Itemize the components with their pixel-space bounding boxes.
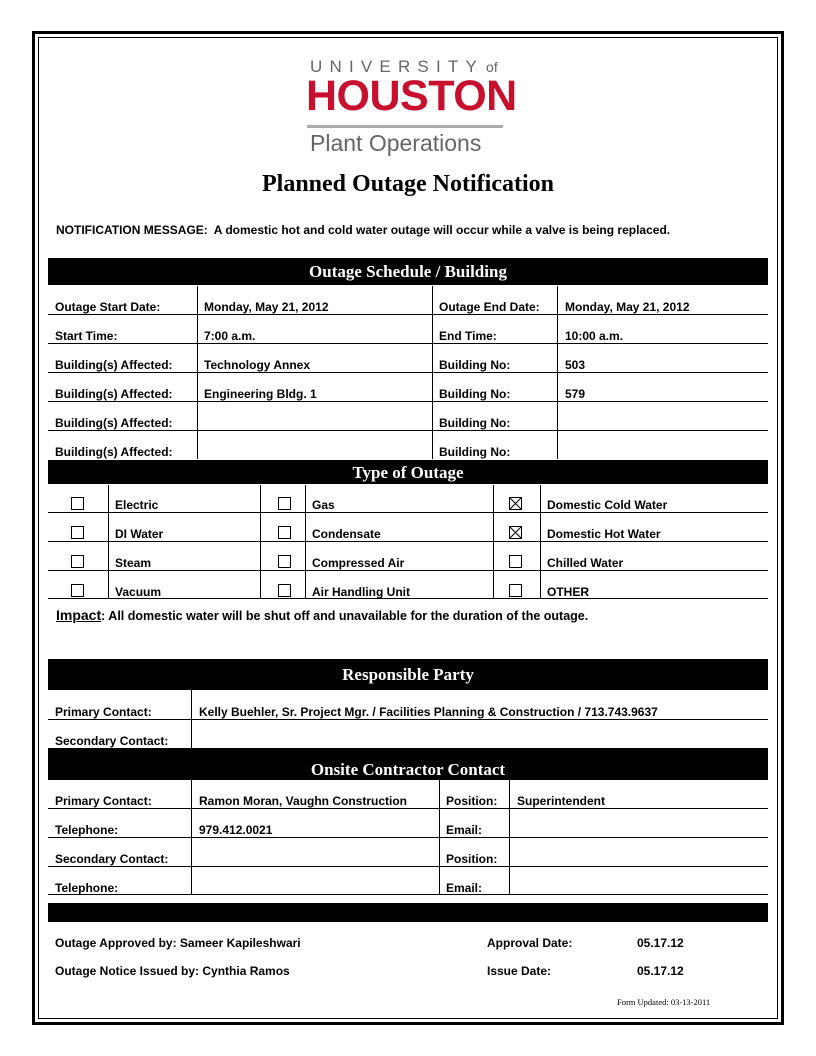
divider: [260, 485, 261, 598]
building-no-label: Building No:: [439, 387, 511, 401]
divider: [493, 485, 494, 598]
building-no-label: Building No:: [439, 445, 511, 459]
contractor-secondary-contact-label: Secondary Contact:: [55, 852, 169, 866]
outage-start-date-label: Outage Start Date:: [55, 300, 161, 314]
building-affected-label: Building(s) Affected:: [55, 416, 173, 430]
contractor-position2-label: Position:: [446, 852, 498, 866]
electric-label: Electric: [115, 498, 159, 512]
responsible-primary-contact-label: Primary Contact:: [55, 705, 152, 719]
divider: [48, 541, 768, 542]
vacuum-label: Vacuum: [115, 585, 162, 599]
divider: [48, 372, 768, 373]
di-water-checkbox[interactable]: [71, 526, 84, 539]
approval-section-bar: [48, 903, 768, 922]
divider: [48, 314, 768, 315]
notification-text: A domestic hot and cold water outage will occur while a valve is being replaced.: [213, 223, 671, 237]
logo-divider: [307, 125, 503, 128]
divider: [48, 343, 768, 344]
chilled-water-checkbox[interactable]: [509, 555, 522, 568]
checkbox-x-mark-icon: [510, 527, 521, 538]
section-header-type-of-outage: Type of Outage: [48, 460, 768, 484]
building-affected-value: Engineering Bldg. 1: [204, 387, 317, 401]
building-no-value: 579: [565, 387, 586, 401]
logo-university-word: UNIVERSITY: [310, 57, 485, 76]
divider: [197, 286, 198, 459]
approval-date-label: Approval Date:: [487, 936, 573, 950]
domestic-hot-water-checkbox[interactable]: [509, 526, 522, 539]
contractor-email2-label: Email:: [446, 881, 483, 895]
divider: [48, 894, 768, 895]
divider: [540, 485, 541, 598]
checkbox-x-mark-icon: [510, 498, 521, 509]
other-label: OTHER: [547, 585, 589, 599]
domestic-cold-water-checkbox[interactable]: [509, 497, 522, 510]
impact-text: : All domestic water will be shut off and unavailable for the duration of the outage.: [101, 609, 589, 623]
divider: [48, 401, 768, 402]
section-header-onsite-contractor: Onsite Contractor Contact: [48, 748, 768, 780]
section-header-outage-schedule: Outage Schedule / Building: [48, 258, 768, 285]
condensate-label: Condensate: [312, 527, 381, 541]
logo-plant-operations-text: Plant Operations: [310, 130, 482, 156]
approval-date-value: 05.17.12: [637, 936, 684, 950]
divider: [48, 570, 768, 571]
divider: [557, 286, 558, 459]
outage-end-date-label: Outage End Date:: [439, 300, 540, 314]
outage-start-date-value: Monday, May 21, 2012: [204, 300, 329, 314]
compressed-air-checkbox[interactable]: [278, 555, 291, 568]
impact-label: Impact: [56, 607, 102, 623]
building-affected-label: Building(s) Affected:: [55, 445, 173, 459]
divider: [48, 512, 768, 513]
divider: [305, 485, 306, 598]
vacuum-checkbox[interactable]: [71, 584, 84, 597]
steam-checkbox[interactable]: [71, 555, 84, 568]
section-header-responsible-party: Responsible Party: [48, 659, 768, 690]
start-time-value: 7:00 a.m.: [204, 329, 256, 343]
university-logo: [300, 57, 517, 159]
contractor-telephone2-label: Telephone:: [55, 881, 119, 895]
divider: [432, 286, 433, 459]
logo-houston-text: HOUSTON: [306, 72, 517, 120]
chilled-water-label: Chilled Water: [547, 556, 624, 570]
outage-end-date-value: Monday, May 21, 2012: [565, 300, 690, 314]
end-time-value: 10:00 a.m.: [565, 329, 624, 343]
building-affected-value: Technology Annex: [204, 358, 311, 372]
compressed-air-label: Compressed Air: [312, 556, 405, 570]
air-handling-unit-checkbox[interactable]: [278, 584, 291, 597]
issue-date-label: Issue Date:: [487, 964, 552, 978]
contractor-primary-contact-label: Primary Contact:: [55, 794, 152, 808]
outage-approved-by: Outage Approved by: Sameer Kapileshwari: [55, 936, 301, 950]
notification-label: NOTIFICATION MESSAGE:: [56, 223, 208, 237]
responsible-secondary-contact-label: Secondary Contact:: [55, 734, 169, 748]
gas-label: Gas: [312, 498, 335, 512]
divider: [108, 485, 109, 598]
contractor-telephone-label: Telephone:: [55, 823, 119, 837]
contractor-primary-contact-value: Ramon Moran, Vaughn Construction: [199, 794, 408, 808]
building-affected-label: Building(s) Affected:: [55, 358, 173, 372]
divider: [48, 430, 768, 431]
document-title: Planned Outage Notification: [262, 171, 554, 197]
di-water-label: DI Water: [115, 527, 164, 541]
steam-label: Steam: [115, 556, 152, 570]
outage-notice-issued-by: Outage Notice Issued by: Cynthia Ramos: [55, 964, 290, 978]
issue-date-value: 05.17.12: [637, 964, 684, 978]
building-no-label: Building No:: [439, 416, 511, 430]
form-updated-note: Form Updated: 03-13-2011: [617, 997, 711, 1007]
building-no-label: Building No:: [439, 358, 511, 372]
start-time-label: Start Time:: [55, 329, 118, 343]
building-no-value: 503: [565, 358, 586, 372]
divider: [48, 837, 768, 838]
notification-message: [56, 223, 670, 237]
air-handling-unit-label: Air Handling Unit: [312, 585, 410, 599]
other-checkbox[interactable]: [509, 584, 522, 597]
domestic-hot-water-label: Domestic Hot Water: [547, 527, 661, 541]
divider: [48, 719, 768, 720]
gas-checkbox[interactable]: [278, 497, 291, 510]
domestic-cold-water-label: Domestic Cold Water: [547, 498, 668, 512]
responsible-primary-contact-value: Kelly Buehler, Sr. Project Mgr. / Facilities Planning & Construction / 713.743.9637: [199, 705, 658, 719]
divider: [48, 866, 768, 867]
end-time-label: End Time:: [439, 329, 497, 343]
contractor-position-label: Position:: [446, 794, 498, 808]
contractor-email-label: Email:: [446, 823, 483, 837]
logo-of-word: of: [486, 59, 498, 75]
electric-checkbox[interactable]: [71, 497, 84, 510]
contractor-position-value: Superintendent: [517, 794, 606, 808]
building-affected-label: Building(s) Affected:: [55, 387, 173, 401]
condensate-checkbox[interactable]: [278, 526, 291, 539]
impact-statement: [56, 607, 588, 623]
divider: [48, 808, 768, 809]
contractor-telephone-value: 979.412.0021: [199, 823, 273, 837]
